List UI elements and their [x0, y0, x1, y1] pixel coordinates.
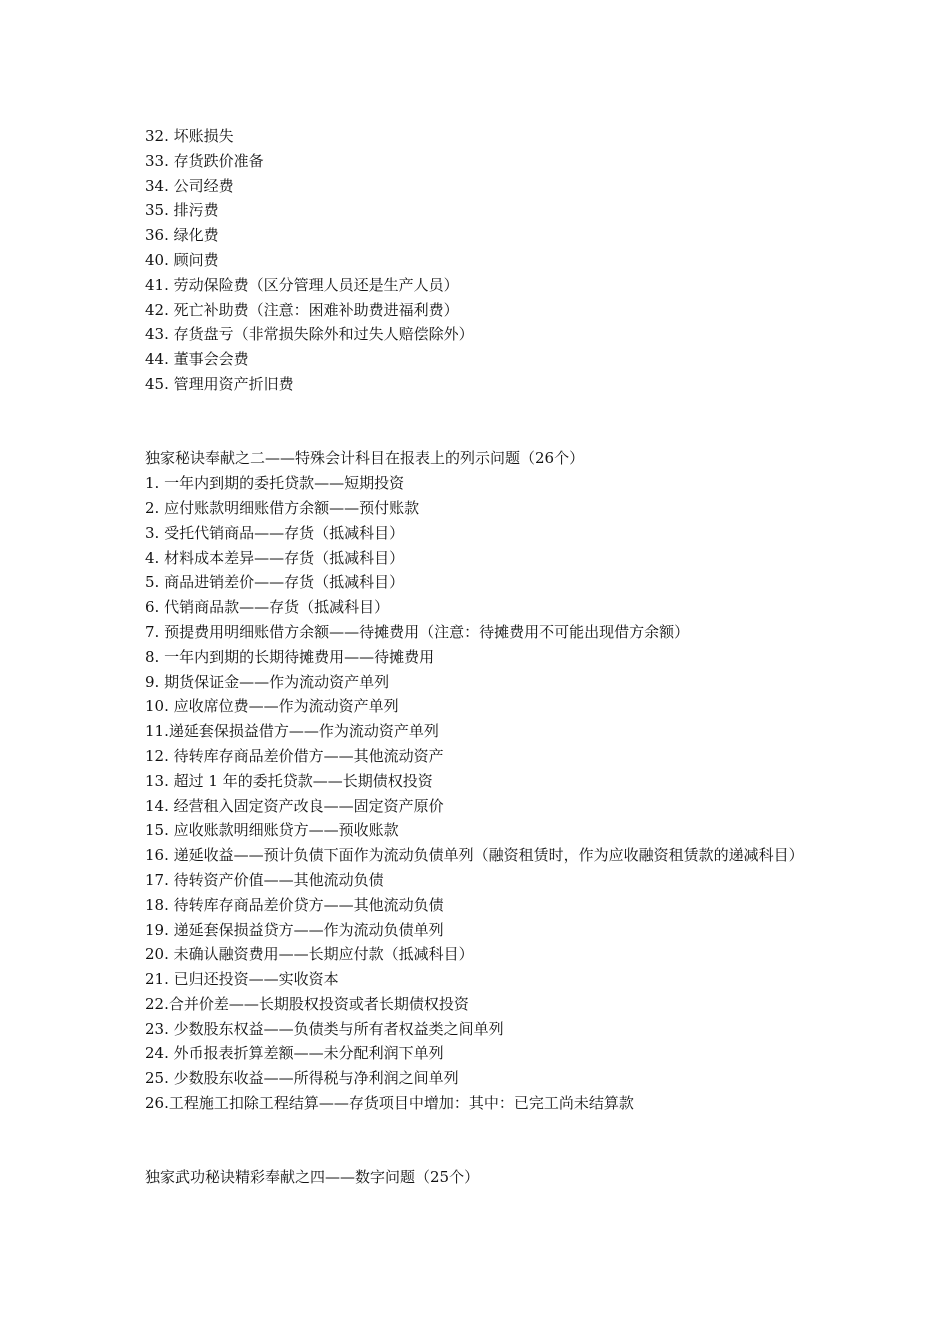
list-item: 44. 董事会会费: [145, 350, 249, 369]
list-item: 22.合并价差——长期股权投资或者长期债权投资: [145, 994, 469, 1013]
list-item: 32. 坏账损失: [145, 127, 234, 145]
list-item: 21. 已归还投资——实收资本: [145, 970, 339, 989]
list-item: 26.工程施工扣除工程结算——存货项目中增加：其中：已完工尚未结算款: [145, 1094, 634, 1113]
section-heading: 独家秘诀奉献之二——特殊会计科目在报表上的列示问题（26个）: [145, 449, 585, 468]
list-item: 17. 待转资产价值——其他流动负债: [145, 870, 384, 889]
list-item: 25. 少数股东收益——所得税与净利润之间单列: [145, 1069, 459, 1088]
list-item: 18. 待转库存商品差价贷方——其他流动负债: [145, 895, 444, 914]
list-item: 19. 递延套保损益贷方——作为流动负债单列: [145, 920, 444, 939]
list-item: 15. 应收账款明细账贷方——预收账款: [145, 821, 399, 840]
list-item: 13. 超过 1 年的委托贷款——长期债权投资: [145, 771, 433, 790]
list-item: 8. 一年内到期的长期待摊费用——待摊费用: [145, 647, 435, 666]
list-item: 3. 受托代销商品——存货（抵减科目）: [145, 523, 405, 542]
list-item: 9. 期货保证金——作为流动资产单列: [145, 672, 390, 691]
list-item: 33. 存货跌价准备: [145, 151, 264, 170]
list-item: 11.递延套保损益借方——作为流动资产单列: [145, 722, 439, 741]
spacer: [145, 397, 835, 447]
list-item: 45. 管理用资产折旧费: [145, 374, 294, 393]
list-item: 43. 存货盘亏（非常损失除外和过失人赔偿除外）: [145, 325, 474, 344]
list-item: 34. 公司经费: [145, 176, 234, 195]
document-page: [145, 124, 835, 1190]
list-item: 4. 材料成本差异——存货（抵减科目）: [145, 548, 405, 567]
section-4: [145, 1165, 835, 1190]
list-a: [145, 124, 835, 397]
list-item: 42. 死亡补助费（注意：困难补助费进福利费）: [145, 300, 459, 319]
list-item: 24. 外币报表折算差额——未分配利润下单列: [145, 1044, 444, 1063]
list-item: 23. 少数股东权益——负债类与所有者权益类之间单列: [145, 1019, 504, 1038]
list-item: 5. 商品进销差价——存货（抵减科目）: [145, 573, 405, 592]
list-item: 1. 一年内到期的委托贷款——短期投资: [145, 474, 405, 493]
list-item: 36. 绿化费: [145, 226, 219, 245]
list-item: 41. 劳动保险费（区分管理人员还是生产人员）: [145, 275, 459, 294]
list-item: 10. 应收席位费——作为流动资产单列: [145, 697, 399, 716]
list-item: 2. 应付账款明细账借方余额——预付账款: [145, 498, 420, 517]
list-item: 40. 顾问费: [145, 250, 219, 269]
list-item: 6. 代销商品款——存货（抵减科目）: [145, 598, 390, 617]
list-item: 14. 经营租入固定资产改良——固定资产原价: [145, 796, 444, 815]
list-item: 16. 递延收益——预计负债下面作为流动负债单列（融资租赁时，作为应收融资租赁款的递减科目）: [145, 846, 804, 865]
section-heading: 独家武功秘诀精彩奉献之四——数字问题（25个）: [145, 1168, 480, 1187]
list-item: 12. 待转库存商品差价借方——其他流动资产: [145, 746, 444, 765]
spacer: [145, 1116, 835, 1166]
list-item: 20. 未确认融资费用——长期应付款（抵减科目）: [145, 945, 474, 964]
list-item: 35. 排污费: [145, 201, 219, 220]
list-item: 7. 预提费用明细账借方余额——待摊费用（注意：待摊费用不可能出现借方余额）: [145, 622, 690, 641]
section-2: [145, 446, 835, 1116]
